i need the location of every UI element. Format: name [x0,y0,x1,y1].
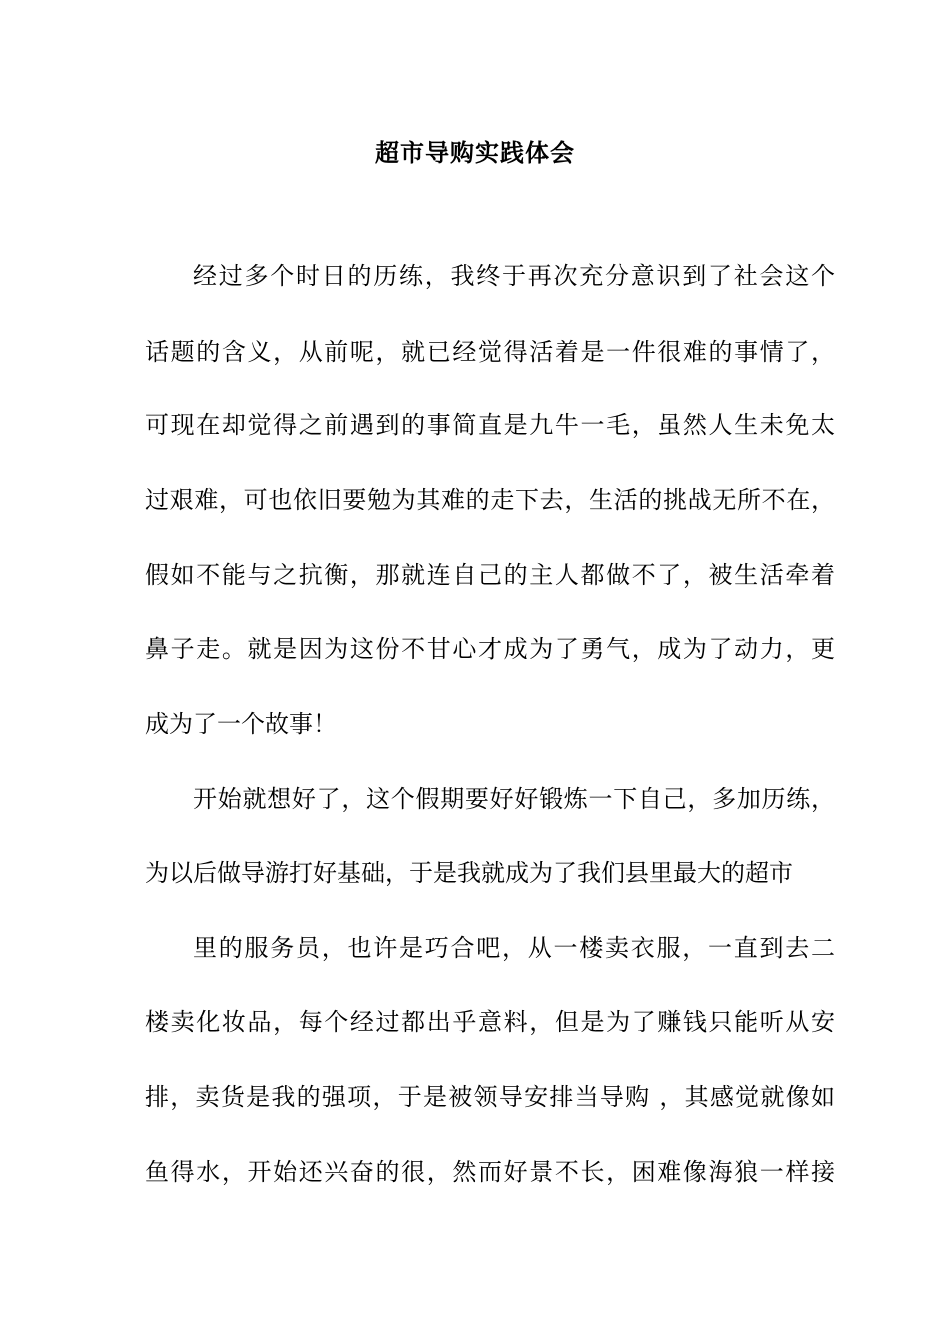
text-line: 假如不能与之抗衡，那就连自己的主人都做不了，被生活牵着 [145,561,835,589]
text-line: 可现在却觉得之前遇到的事简直是九牛一毛，虽然人生未免太 [145,411,835,439]
text-line: 经过多个时日的历练，我终于再次充分意识到了社会这个 [193,262,835,290]
text-line: 为以后做导游打好基础，于是我就成为了我们县里最大的超市 [145,859,793,887]
text-line: 里的服务员，也许是巧合吧，从一楼卖衣服，一直到去二 [193,934,835,962]
text-line: 鱼得水，开始还兴奋的很，然而好景不长，困难像海狼一样接 [145,1158,835,1186]
page-title: 超市导购实践体会 [375,138,575,167]
text-line: 鼻子走。就是因为这份不甘心才成为了勇气，成为了动力，更 [145,635,835,663]
text-line: 排，卖货是我的强项，于是被领导安排当导购 ，其感觉就像如 [145,1083,835,1111]
text-line: 过艰难，可也依旧要勉为其难的走下去，生活的挑战无所不在， [145,486,835,514]
text-line: 楼卖化妆品，每个经过都出乎意料，但是为了赚钱只能听从安 [145,1008,835,1036]
text-line: 成为了一个故事！ [145,710,337,738]
text-line: 开始就想好了，这个假期要好好锻炼一下自己，多加历练， [193,785,835,813]
text-line: 话题的含义，从前呢，就已经觉得活着是一件很难的事情了， [145,338,835,366]
